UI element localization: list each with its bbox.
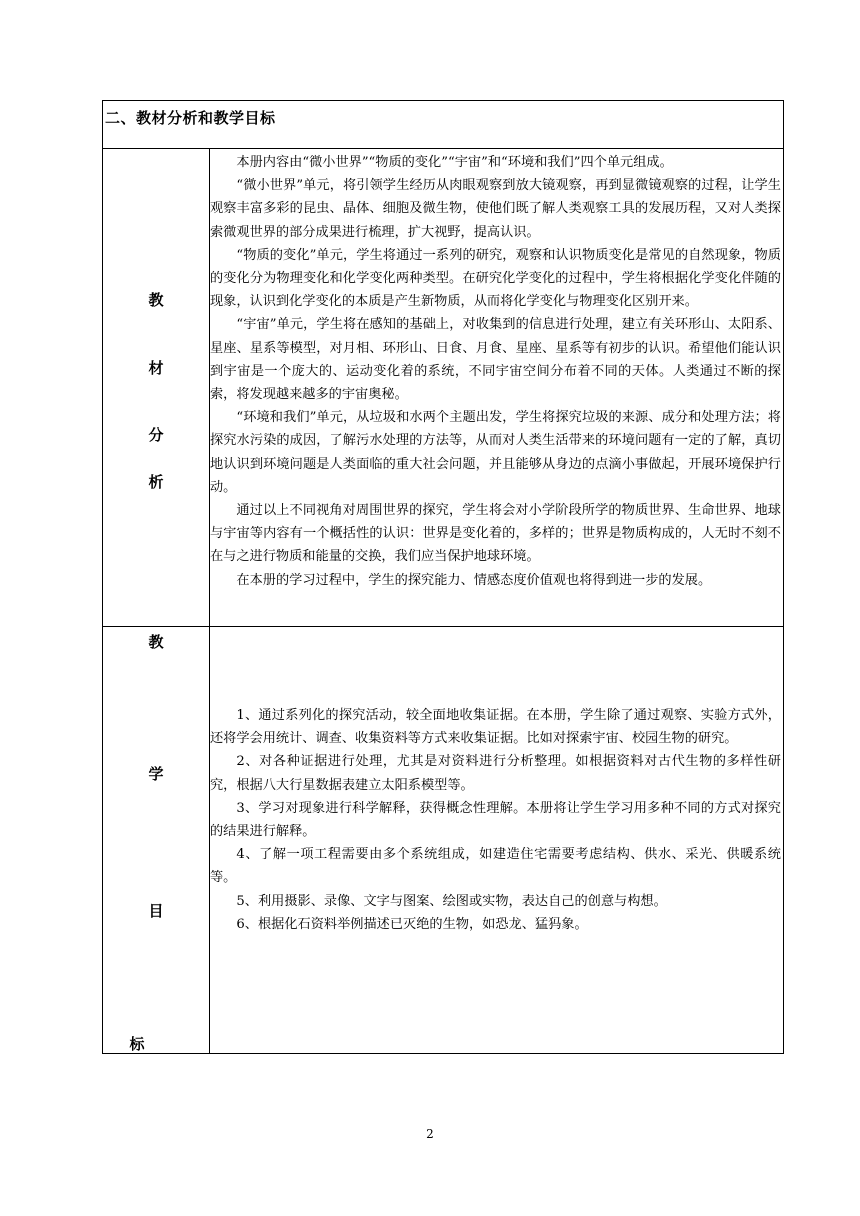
analysis-label-char: 析 [148,473,164,491]
objective-item: 4、了解一项工程需要由多个系统组成，如建造住宅需要考虑结构、供水、采光、供暖系统等。 [210,847,781,886]
objective-item: 1、通过系列化的探究活动，较全面地收集证据。在本册，学生除了通过观察、实验方式外，还将学会用统计、调查、收集资料等方式来收集证据。比如对探索宇宙、校园生物的研究。 [210,708,781,747]
analysis-content [210,151,781,592]
objectives-label-char: 学 [148,765,164,783]
analysis-label-char: 材 [148,359,164,377]
lesson-plan-table [102,100,784,1054]
objectives-content [210,704,781,936]
analysis-paragraph: “环境和我们”单元，从垃圾和水两个主题出发，学生将探究垃圾的来源、成分和处理方法；将探究水污染的成因，了解污水处理的方法等，从而对人类生活带来的环境问题有一定的了解，真切地认识到环境问题是人类面临的重大社会问题，并且能够从身边的点滴小事做起，开展环境保护行动。 [210,410,781,495]
analysis-label-char: 教 [148,291,164,309]
analysis-paragraph: “宇宙”单元，学生将在感知的基础上，对收集到的信息进行处理，建立有关环形山、太阳系、星座、星系等模型，对月相、环形山、日食、月食、星座、星系等有初步的认识。希望他们能认识到宇宙是一个庞大的、运动变化着的系统，不同宇宙空间分布着不同的天体。人类通过不断的探索，将发现越来越多的宇宙奥秘。 [210,317,781,403]
analysis-paragraph: 在本册的学习过程中，学生的探究能力、情感态度价值观也将得到进一步的发展。 [236,572,712,588]
analysis-label-char: 分 [148,426,164,444]
objectives-label-char: 标 [129,1035,145,1053]
objective-item: 5、利用摄影、录像、文字与图案、绘图或实物，表达自己的创意与构想。 [236,893,667,909]
page-number: 2 [426,1127,434,1141]
analysis-paragraph: “微小世界”单元，将引领学生经历从肉眼观察到放大镜观察，再到显微镜观察的过程，让学生观察丰富多彩的昆虫、晶体、细胞及微生物，使他们既了解人类观察工具的发展历程，又对人类探索微观世界的部分成果进行梳理，扩大视野，提高认识。 [210,178,781,240]
objective-item: 6、根据化石资料举例描述已灭绝的生物，如恐龙、猛犸象。 [236,916,588,932]
objective-item: 3、学习对现象进行科学解释，获得概念性理解。本册将让学生学习用多种不同的方式对探究的结果进行解释。 [210,800,781,840]
row-divider [103,148,783,149]
objectives-label-char: 目 [148,902,164,920]
analysis-paragraph: “物质的变化”单元，学生将通过一系列的研究，观察和认识物质变化是常见的自然现象，物质的变化分为物理变化和化学变化两种类型。在研究化学变化的过程中，学生将根据化学变化伴随的现象，认识到化学变化的本质是产生新物质，从而将化学变化与物理变化区别开来。 [210,247,781,310]
objectives-label-char: 教 [148,633,164,651]
analysis-paragraph: 本册内容由“微小世界”“物质的变化”“宇宙”和“环境和我们”四个单元组成。 [236,155,673,170]
objective-item: 2、对各种证据进行处理，尤其是对资料进行分析整理。如根据资料对古代生物的多样性研究，根据八大行星数据表建立太阳系模型等。 [210,754,781,793]
row-divider [103,626,783,627]
section-title: 二、教材分析和教学目标 [105,109,276,127]
analysis-paragraph: 通过以上不同视角对周围世界的探究，学生将会对小学阶段所学的物质世界、生命世界、地球与宇宙等内容有一个概括性的认识：世界是变化着的，多样的；世界是物质构成的，人无时不刻不在与之进行物质和能量的交换，我们应当保护地球环境。 [210,503,781,565]
